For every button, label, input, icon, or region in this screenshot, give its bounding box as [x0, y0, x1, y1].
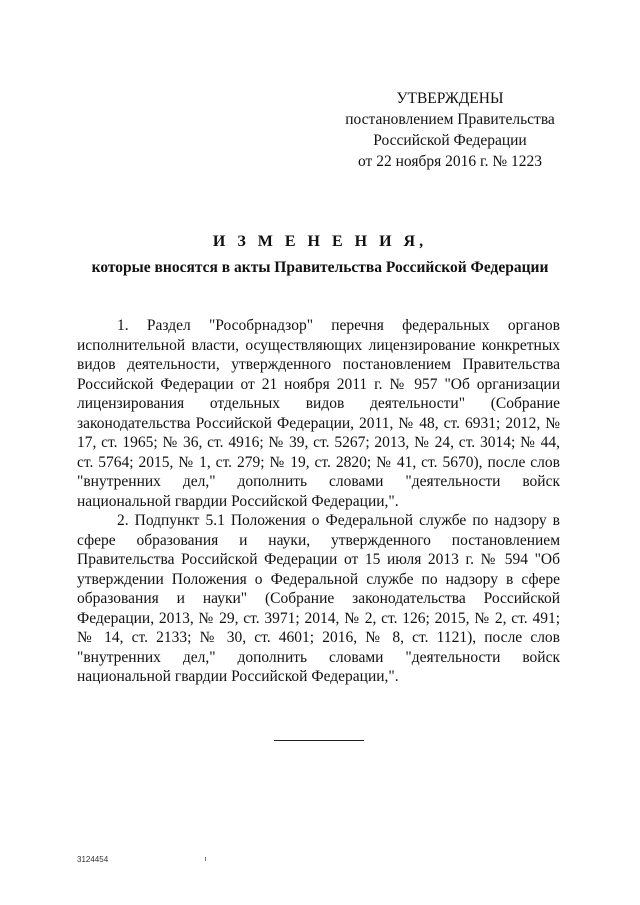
- approval-block: [340, 88, 560, 172]
- paragraph-1: 1. Раздел "Рособрнадзор" перечня федеральных органов исполнительной власти, осуществляющих лицензирование конкретных видов деятельности, утвержденного постановлением Правительства Российской Федерации от 21 ноября 2011 г. № 957 "Об организации лицензирования отдельных видов деятельности" (Собрание законодательства Российской Федерации, 2011, № 48, ст. 6931; 2012, № 17, ст. 1965; № 36, ст. 4916; № 39, ст. 5267; 2013, № 24, ст. 3014; № 44, ст. 5764; 2015, № 1, ст. 279; № 19, ст. 2820; № 41, ст. 5670), после слов "внутренних дел," дополнить словами "деятельности войск национальной гвардии Российской Федерации,".: [77, 317, 560, 510]
- end-divider: [274, 740, 364, 741]
- approval-title: УТВЕРЖДЕНЫ: [396, 90, 504, 107]
- approval-line-federation: Российской Федерации: [373, 132, 527, 149]
- document-title: И З М Е Н Е Н И Я,: [212, 233, 428, 250]
- document-subtitle: которые вносятся в акты Правительства Российской Федерации: [91, 259, 549, 276]
- approval-line-decree: постановлением Правительства: [345, 111, 555, 128]
- scan-mark: [205, 857, 206, 861]
- approval-line-date-number: от 22 ноября 2016 г. № 1223: [358, 153, 542, 170]
- document-body: [77, 316, 560, 687]
- paragraph-2: 2. Подпункт 5.1 Положения о Федеральной службе по надзору в сфере образования и науки, утвержденного постановлением Правительства Российской Федерации от 15 июля 2013 г. № 594 "Об утверждении Положения о Федеральной службе по надзору в сфере образования и науки" (Собрание законодательства Российской Федерации, 2013, № 29, ст. 3971; 2014, № 2, ст. 126; 2015, № 2, ст. 491; № 14, ст. 2133; № 30, ст. 4601; 2016, № 8, ст. 1121), после слов "внутренних дел," дополнить словами "деятельности войск национальной гвардии Российской Федерации,".: [77, 512, 560, 685]
- document-code: 3124454: [77, 855, 109, 864]
